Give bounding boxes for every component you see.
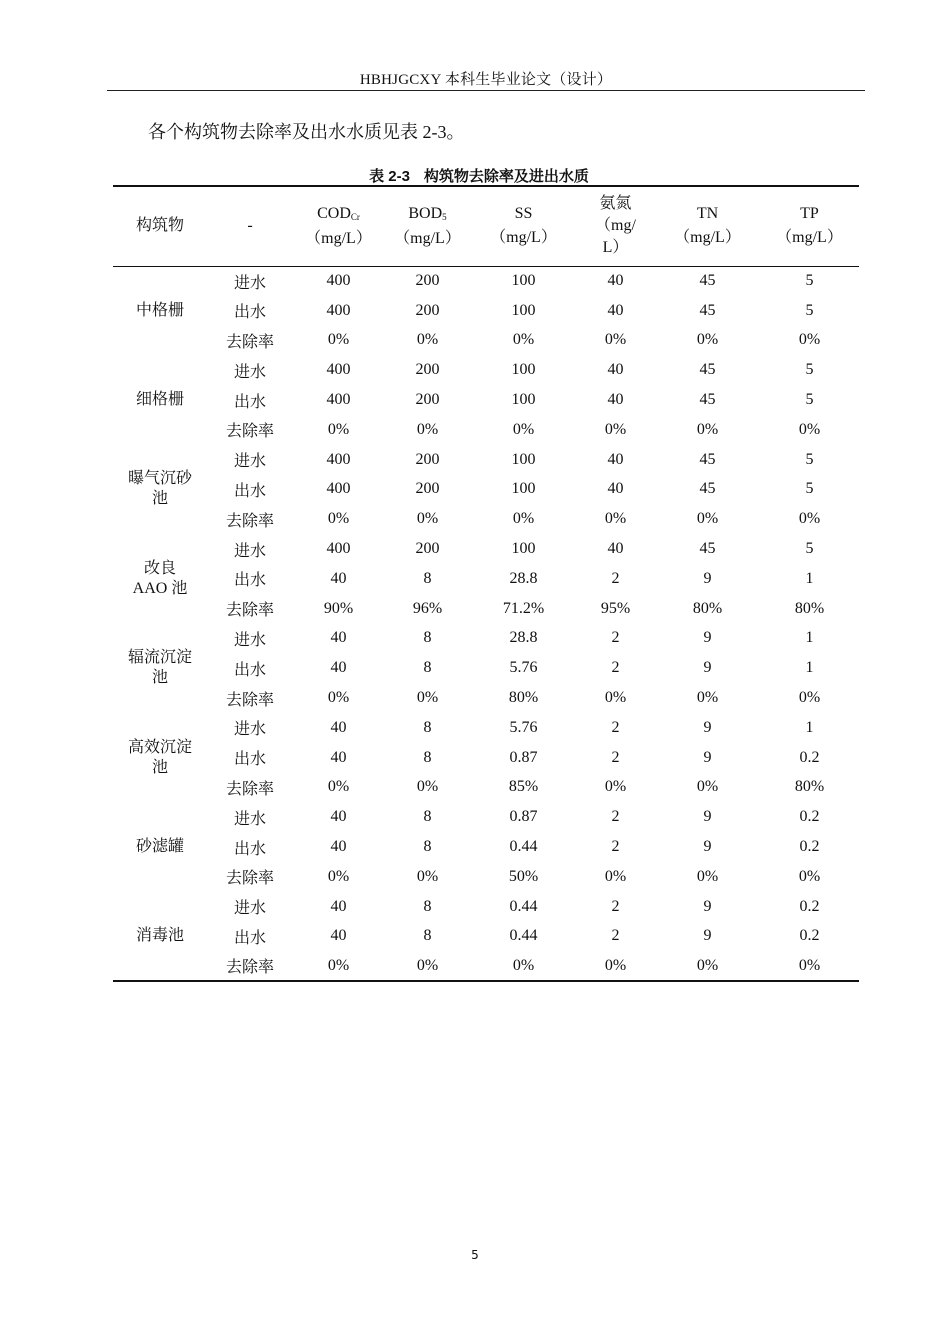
value-cell: 2 <box>611 838 620 856</box>
value-cell: 0% <box>416 420 439 438</box>
col-header-structure: 构筑物 <box>135 217 184 235</box>
value-cell: 9 <box>703 569 712 587</box>
value-cell: 40 <box>330 808 347 826</box>
value-cell: 9 <box>703 927 712 945</box>
value-cell: 2 <box>611 718 620 736</box>
table-number: 表 2-3 <box>369 168 410 185</box>
row-item-label: 出水 <box>233 661 266 679</box>
row-item-label: 进水 <box>233 363 266 381</box>
value-cell: 400 <box>326 391 351 409</box>
value-cell: 0% <box>327 689 350 707</box>
col-header-bod: $BOD_5$ （mg/L） <box>394 204 461 247</box>
table-row <box>113 594 859 624</box>
value-cell: 400 <box>326 301 351 319</box>
table-row <box>113 385 859 415</box>
value-cell: 400 <box>326 540 351 558</box>
value-cell: 0% <box>604 510 627 528</box>
value-cell: 100 <box>511 361 536 379</box>
value-cell: 0% <box>416 689 439 707</box>
value-cell: 0% <box>416 510 439 528</box>
value-cell: 40 <box>330 629 347 647</box>
value-cell: 8 <box>423 629 432 647</box>
value-cell: 100 <box>511 272 536 290</box>
structure-name-cell: 砂滤罐 <box>135 838 184 856</box>
value-cell: 0% <box>696 956 719 974</box>
value-cell: 95% <box>600 599 631 617</box>
table-row <box>113 266 859 296</box>
row-item-label: 出水 <box>233 840 266 858</box>
value-cell: 0% <box>798 420 821 438</box>
table-row <box>113 802 859 832</box>
row-item-label: 进水 <box>233 900 266 918</box>
value-cell: 40 <box>607 301 624 319</box>
value-cell: 0.44 <box>509 838 538 856</box>
table-row <box>113 445 859 475</box>
value-cell: 0.2 <box>799 927 820 945</box>
structure-name-cell: 细格栅 <box>135 391 184 409</box>
structure-name-cell: 改良 AAO 池 <box>132 559 188 597</box>
value-cell: 8 <box>423 897 432 915</box>
table-row <box>113 773 859 803</box>
value-cell: 5 <box>805 301 814 319</box>
value-cell: 2 <box>611 927 620 945</box>
value-cell: 0% <box>416 778 439 796</box>
row-item-label: 出水 <box>233 482 266 500</box>
value-cell: 40 <box>607 391 624 409</box>
value-cell: 85% <box>508 778 539 796</box>
value-cell: 0% <box>327 420 350 438</box>
value-cell: 40 <box>330 748 347 766</box>
value-cell: 0% <box>327 331 350 349</box>
value-cell: 200 <box>415 301 440 319</box>
value-cell: 2 <box>611 748 620 766</box>
value-cell: 400 <box>326 272 351 290</box>
value-cell: 45 <box>699 480 716 498</box>
value-cell: 0% <box>696 331 719 349</box>
table-row <box>113 713 859 743</box>
table-row <box>113 951 859 981</box>
col-header-tp: TP （mg/L） <box>776 205 843 247</box>
table-row <box>113 892 859 922</box>
value-cell: 200 <box>415 480 440 498</box>
value-cell: 45 <box>699 540 716 558</box>
value-cell: 40 <box>607 540 624 558</box>
value-cell: 9 <box>703 838 712 856</box>
value-cell: 0.2 <box>799 808 820 826</box>
structure-name-cell: 辐流沉淀 池 <box>127 649 192 687</box>
value-cell: 9 <box>703 629 712 647</box>
value-cell: 1 <box>805 629 814 647</box>
col-header-ammonia: 氨氮 （mg/ L） <box>595 195 636 257</box>
value-cell: 40 <box>330 718 347 736</box>
col-header-tn: TN （mg/L） <box>674 205 741 247</box>
table-body <box>113 266 859 981</box>
row-item-label: 进水 <box>233 274 266 292</box>
table-row <box>113 653 859 683</box>
row-item-label: 去除率 <box>225 780 274 798</box>
value-cell: 9 <box>703 659 712 677</box>
row-item-label: 去除率 <box>225 512 274 530</box>
value-cell: 0% <box>696 689 719 707</box>
row-item-label: 进水 <box>233 453 266 471</box>
value-cell: 90% <box>323 599 354 617</box>
row-item-label: 去除率 <box>225 870 274 888</box>
table-row <box>113 296 859 326</box>
value-cell: 0.87 <box>509 808 538 826</box>
value-cell: 71.2% <box>502 599 545 617</box>
value-cell: 100 <box>511 480 536 498</box>
structure-name-cell: 高效沉淀 池 <box>127 738 192 776</box>
value-cell: 200 <box>415 272 440 290</box>
value-cell: 8 <box>423 748 432 766</box>
value-cell: 8 <box>423 718 432 736</box>
structure-name-cell: 曝气沉砂 池 <box>127 470 192 508</box>
value-cell: 100 <box>511 301 536 319</box>
structure-name-cell: 中格栅 <box>135 301 184 319</box>
table-row <box>113 743 859 773</box>
table-row <box>113 355 859 385</box>
value-cell: 400 <box>326 450 351 468</box>
value-cell: 40 <box>330 569 347 587</box>
value-cell: 40 <box>330 897 347 915</box>
value-cell: 40 <box>330 659 347 677</box>
row-item-label: 去除率 <box>225 423 274 441</box>
value-cell: 0% <box>696 420 719 438</box>
value-cell: 0% <box>696 778 719 796</box>
value-cell: 40 <box>330 838 347 856</box>
value-cell: 80% <box>508 689 539 707</box>
table-row <box>113 534 859 564</box>
row-item-label: 去除率 <box>225 691 274 709</box>
col-header-item: - <box>247 217 253 235</box>
removal-rate-table <box>113 185 859 982</box>
table-row <box>113 922 859 952</box>
value-cell: 5 <box>805 272 814 290</box>
value-cell: 0% <box>604 778 627 796</box>
value-cell: 80% <box>794 599 825 617</box>
value-cell: 45 <box>699 272 716 290</box>
value-cell: 50% <box>508 867 539 885</box>
table-row <box>113 326 859 356</box>
row-item-label: 出水 <box>233 393 266 411</box>
table-row <box>113 475 859 505</box>
row-item-label: 去除率 <box>225 333 274 351</box>
value-cell: 40 <box>607 272 624 290</box>
table-row <box>113 504 859 534</box>
value-cell: 0% <box>327 956 350 974</box>
value-cell: 200 <box>415 391 440 409</box>
value-cell: 28.8 <box>509 569 538 587</box>
value-cell: 5.76 <box>509 718 538 736</box>
value-cell: 9 <box>703 897 712 915</box>
table-row <box>113 683 859 713</box>
value-cell: 0% <box>798 956 821 974</box>
value-cell: 0% <box>416 867 439 885</box>
row-item-label: 进水 <box>233 542 266 560</box>
col-header-ss: SS （mg/L） <box>490 205 557 247</box>
table-row <box>113 564 859 594</box>
value-cell: 100 <box>511 450 536 468</box>
value-cell: 45 <box>699 450 716 468</box>
value-cell: 0% <box>798 867 821 885</box>
col-header-cod: $COD_{Cr}$ （mg/L） <box>305 204 372 247</box>
value-cell: 5 <box>805 361 814 379</box>
value-cell: 1 <box>805 659 814 677</box>
value-cell: 80% <box>692 599 723 617</box>
value-cell: 0% <box>604 867 627 885</box>
value-cell: 0% <box>416 956 439 974</box>
value-cell: 0% <box>798 510 821 528</box>
row-item-label: 进水 <box>233 631 266 649</box>
value-cell: 0% <box>604 689 627 707</box>
value-cell: 200 <box>415 450 440 468</box>
value-cell: 0% <box>327 867 350 885</box>
value-cell: 8 <box>423 808 432 826</box>
value-cell: 40 <box>330 927 347 945</box>
value-cell: 5 <box>805 391 814 409</box>
value-cell: 0% <box>604 420 627 438</box>
table-row <box>113 832 859 862</box>
value-cell: 0% <box>327 510 350 528</box>
value-cell: 9 <box>703 808 712 826</box>
value-cell: 100 <box>511 391 536 409</box>
row-item-label: 进水 <box>233 721 266 739</box>
value-cell: 40 <box>607 361 624 379</box>
table-caption <box>113 165 859 186</box>
value-cell: 0% <box>512 331 535 349</box>
value-cell: 9 <box>703 718 712 736</box>
row-item-label: 出水 <box>233 304 266 322</box>
value-cell: 0.44 <box>509 927 538 945</box>
row-item-label: 去除率 <box>225 602 274 620</box>
value-cell: 2 <box>611 629 620 647</box>
row-item-label: 出水 <box>233 929 266 947</box>
page-number: 5 <box>471 1248 479 1262</box>
value-cell: 2 <box>611 897 620 915</box>
value-cell: 200 <box>415 361 440 379</box>
value-cell: 0% <box>512 420 535 438</box>
value-cell: 8 <box>423 838 432 856</box>
value-cell: 400 <box>326 361 351 379</box>
table-title: 构筑物去除率及进出水质 <box>423 168 589 185</box>
value-cell: 0% <box>604 956 627 974</box>
value-cell: 2 <box>611 569 620 587</box>
value-cell: 0% <box>604 331 627 349</box>
value-cell: 28.8 <box>509 629 538 647</box>
value-cell: 45 <box>699 391 716 409</box>
value-cell: 5 <box>805 540 814 558</box>
value-cell: 45 <box>699 301 716 319</box>
value-cell: 0% <box>512 510 535 528</box>
value-cell: 40 <box>607 480 624 498</box>
page-header: HBHJGCXY 本科生毕业论文（设计） <box>107 68 865 91</box>
value-cell: 0% <box>416 331 439 349</box>
value-cell: 8 <box>423 927 432 945</box>
table-row <box>113 415 859 445</box>
value-cell: 96% <box>412 599 443 617</box>
table-row <box>113 862 859 892</box>
value-cell: 1 <box>805 569 814 587</box>
value-cell: 8 <box>423 659 432 677</box>
value-cell: 5.76 <box>509 659 538 677</box>
value-cell: 8 <box>423 569 432 587</box>
intro-paragraph: 各个构筑物去除率及出水水质见表 2-3。 <box>148 122 465 142</box>
row-item-label: 出水 <box>233 572 266 590</box>
value-cell: 0% <box>512 956 535 974</box>
value-cell: 9 <box>703 748 712 766</box>
value-cell: 5 <box>805 450 814 468</box>
table-row <box>113 624 859 654</box>
value-cell: 0.2 <box>799 838 820 856</box>
row-item-label: 出水 <box>233 751 266 769</box>
value-cell: 0.87 <box>509 748 538 766</box>
value-cell: 0% <box>696 510 719 528</box>
value-cell: 0% <box>696 867 719 885</box>
value-cell: 1 <box>805 718 814 736</box>
value-cell: 400 <box>326 480 351 498</box>
value-cell: 2 <box>611 808 620 826</box>
value-cell: 80% <box>794 778 825 796</box>
value-cell: 0% <box>798 331 821 349</box>
value-cell: 0% <box>327 778 350 796</box>
value-cell: 0.2 <box>799 748 820 766</box>
value-cell: 5 <box>805 480 814 498</box>
value-cell: 45 <box>699 361 716 379</box>
value-cell: 40 <box>607 450 624 468</box>
value-cell: 0% <box>798 689 821 707</box>
value-cell: 100 <box>511 540 536 558</box>
table-header-row <box>113 186 859 266</box>
row-item-label: 去除率 <box>225 959 274 977</box>
row-item-label: 进水 <box>233 810 266 828</box>
value-cell: 2 <box>611 659 620 677</box>
value-cell: 0.44 <box>509 897 538 915</box>
value-cell: 0.2 <box>799 897 820 915</box>
structure-name-cell: 消毒池 <box>135 926 184 944</box>
value-cell: 200 <box>415 540 440 558</box>
